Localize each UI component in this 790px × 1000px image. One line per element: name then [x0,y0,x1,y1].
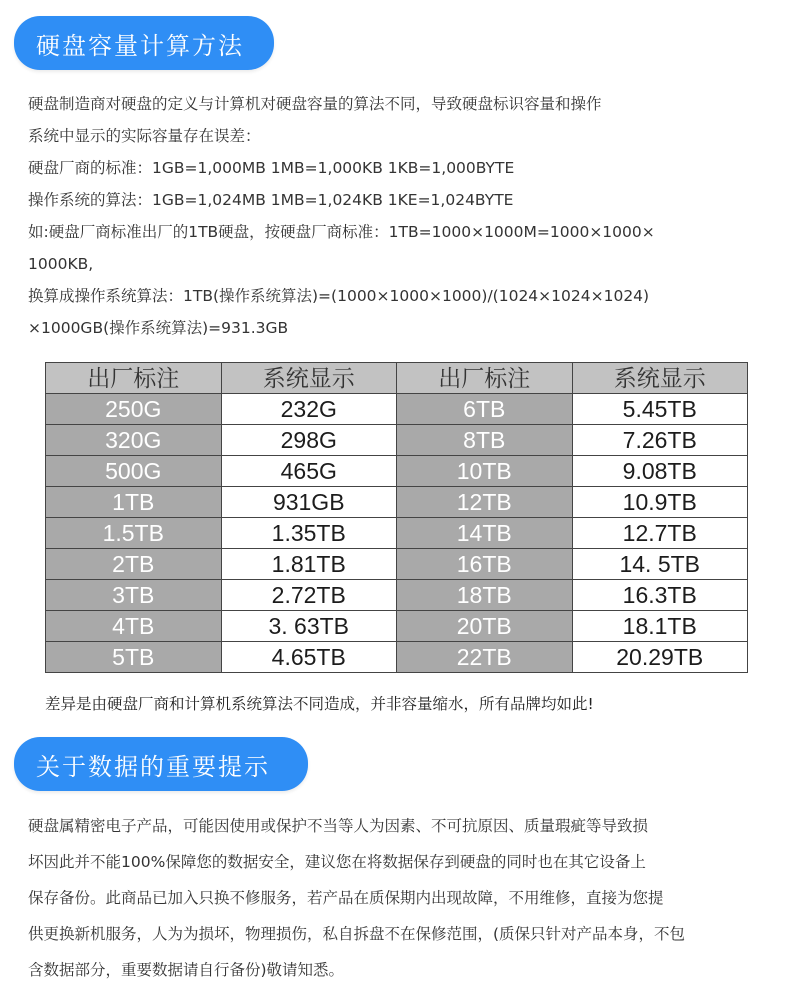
section-title-capacity: 硬盘容量计算方法 [14,16,274,70]
system-display-cell: 12.7TB [572,518,748,549]
text-line: 坏因此并不能100%保障您的数据安全，建议您在将数据保存到硬盘的同时也在其它设备上 [28,853,646,871]
difference-note: 差异是由硬盘厂商和计算机系统算法不同造成，并非容量缩水，所有品牌均如此! [45,695,594,713]
system-display-cell: 7.26TB [572,425,748,456]
factory-capacity-cell: 320G [46,425,222,456]
text-line: 系统中显示的实际容量存在误差： [28,127,261,145]
table-row [46,549,748,580]
system-display-cell: 5.45TB [572,394,748,425]
system-display-cell: 10.9TB [572,487,748,518]
factory-capacity-cell: 14TB [397,518,573,549]
system-display-cell: 465G [221,456,397,487]
factory-capacity-cell: 3TB [46,580,222,611]
system-display-cell: 20.29TB [572,642,748,673]
system-display-cell: 232G [221,394,397,425]
factory-capacity-cell: 250G [46,394,222,425]
factory-capacity-cell: 1.5TB [46,518,222,549]
table-row [46,518,748,549]
factory-capacity-cell: 18TB [397,580,573,611]
text-line: 硬盘属精密电子产品，可能因使用或保护不当等人为因素、不可抗原因、质量瑕疵等导致损 [28,817,649,835]
factory-capacity-cell: 10TB [397,456,573,487]
capacity-table [45,362,748,673]
column-header: 系统显示 [572,363,748,394]
table-row [46,394,748,425]
factory-capacity-cell: 12TB [397,487,573,518]
factory-capacity-cell: 2TB [46,549,222,580]
system-display-cell: 3. 63TB [221,611,397,642]
table-row [46,642,748,673]
factory-capacity-cell: 5TB [46,642,222,673]
system-display-cell: 14. 5TB [572,549,748,580]
text-line: 换算成操作系统算法：1TB(操作系统算法)=(1000×1000×1000)/(1024×1024×1024) [28,287,650,305]
capacity-explanation [28,88,783,344]
table-header-row [46,363,748,394]
table-row [46,487,748,518]
factory-capacity-cell: 500G [46,456,222,487]
factory-capacity-cell: 16TB [397,549,573,580]
text-line: 含数据部分，重要数据请自行备份)敬请知悉。 [28,961,345,979]
system-display-cell: 9.08TB [572,456,748,487]
text-line: 如:硬盘厂商标准出厂的1TB硬盘，按硬盘厂商标准：1TB=1000×1000M=1000×1000× [28,223,655,241]
system-display-cell: 1.81TB [221,549,397,580]
factory-capacity-cell: 20TB [397,611,573,642]
text-line: 操作系统的算法：1GB=1,024MB 1MB=1,024KB 1KE=1,024BYTE [28,191,514,209]
system-display-cell: 4.65TB [221,642,397,673]
factory-capacity-cell: 22TB [397,642,573,673]
table-row [46,611,748,642]
text-line: 保存备份。此商品已加入只换不修服务，若产品在质保期内出现故障，不用维修，直接为您提 [28,889,664,907]
factory-capacity-cell: 8TB [397,425,573,456]
data-notice-text [28,808,783,988]
text-line: 硬盘制造商对硬盘的定义与计算机对硬盘容量的算法不同，导致硬盘标识容量和操作 [28,95,602,113]
table-row [46,580,748,611]
text-line: ×1000GB(操作系统算法)=931.3GB [28,319,289,337]
system-display-cell: 18.1TB [572,611,748,642]
column-header: 系统显示 [221,363,397,394]
factory-capacity-cell: 6TB [397,394,573,425]
text-line: 1000KB, [28,255,94,273]
system-display-cell: 298G [221,425,397,456]
system-display-cell: 16.3TB [572,580,748,611]
system-display-cell: 1.35TB [221,518,397,549]
system-display-cell: 931GB [221,487,397,518]
column-header: 出厂标注 [46,363,222,394]
table-row [46,456,748,487]
system-display-cell: 2.72TB [221,580,397,611]
section-title-data-notice: 关于数据的重要提示 [14,737,308,791]
table-row [46,425,748,456]
text-line: 供更换新机服务，人为为损坏，物理损伤，私自拆盘不在保修范围，(质保只针对产品本身，不包 [28,925,686,943]
column-header: 出厂标注 [397,363,573,394]
text-line: 硬盘厂商的标准：1GB=1,000MB 1MB=1,000KB 1KB=1,000BYTE [28,159,515,177]
factory-capacity-cell: 4TB [46,611,222,642]
factory-capacity-cell: 1TB [46,487,222,518]
